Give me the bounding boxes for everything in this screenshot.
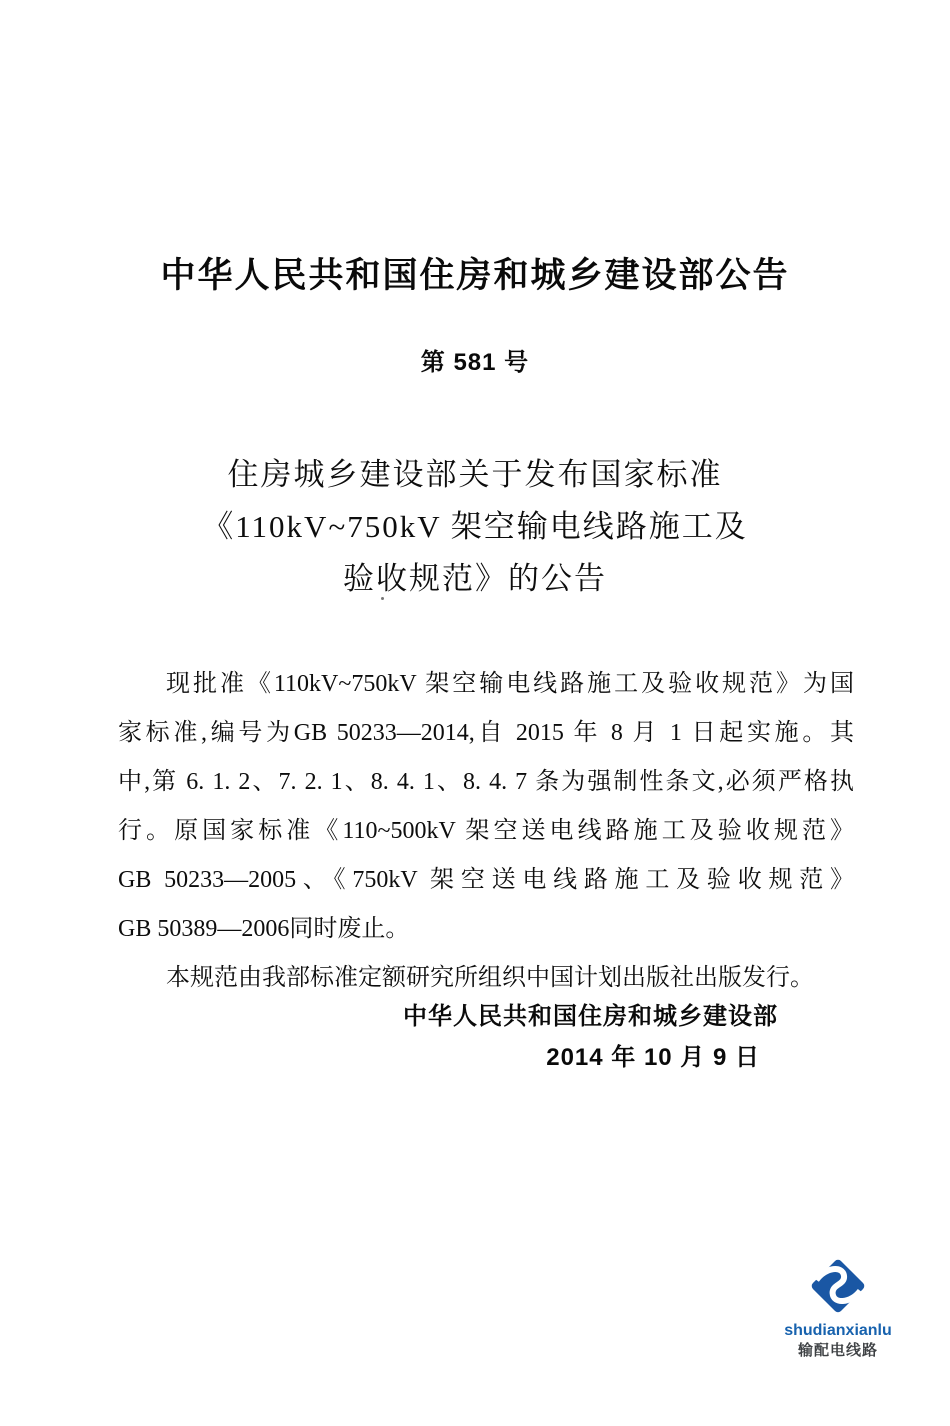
body-line: 本规范由我部标准定额研究所组织中国计划出版社出版发行。 (166, 965, 814, 991)
subtitle-line-2: 《110kV~750kV 架空输电线路施工及 (202, 509, 748, 544)
doc-number: 第 581 号 (420, 349, 530, 376)
subtitle-line-1: 住房城乡建设部关于发布国家标准 (227, 457, 723, 492)
logo-latin-text: shudianxianlu (784, 1322, 892, 1339)
body-line: GB 50233—2005、《750kV 架空送电线路施工及验收规范》 (118, 867, 854, 893)
body-line: 现批准《110kV~750kV 架空输电线路施工及验收规范》为国 (166, 671, 854, 697)
logo-diamond-icon (808, 1256, 868, 1316)
body-line: 行。原国家标准《110~500kV 架空送电线路施工及验收规范》 (118, 818, 854, 844)
subtitle-line-3: 验收规范》的公告 (343, 561, 607, 596)
announcement-subtitle (0, 449, 950, 605)
publisher-logo (776, 1256, 900, 1361)
page-title: 中华人民共和国住房和城乡建设部公告 (160, 256, 790, 295)
signature-date: 2014 年 10 月 9 日 (546, 1044, 760, 1071)
scan-speck (381, 597, 384, 600)
body-line: 中,第 6. 1. 2、7. 2. 1、8. 4. 1、8. 4. 7 条为强制性条文,必须严格执 (118, 769, 854, 795)
signature-issuer: 中华人民共和国住房和城乡建设部 (403, 1003, 778, 1030)
announcement-body (118, 660, 854, 1003)
body-line: GB 50389—2006同时废止。 (118, 916, 410, 942)
logo-chinese-text: 输配电线路 (797, 1342, 878, 1359)
body-line: 家标准,编号为GB 50233—2014,自 2015 年 8 月 1 日起实施。其 (118, 720, 854, 746)
